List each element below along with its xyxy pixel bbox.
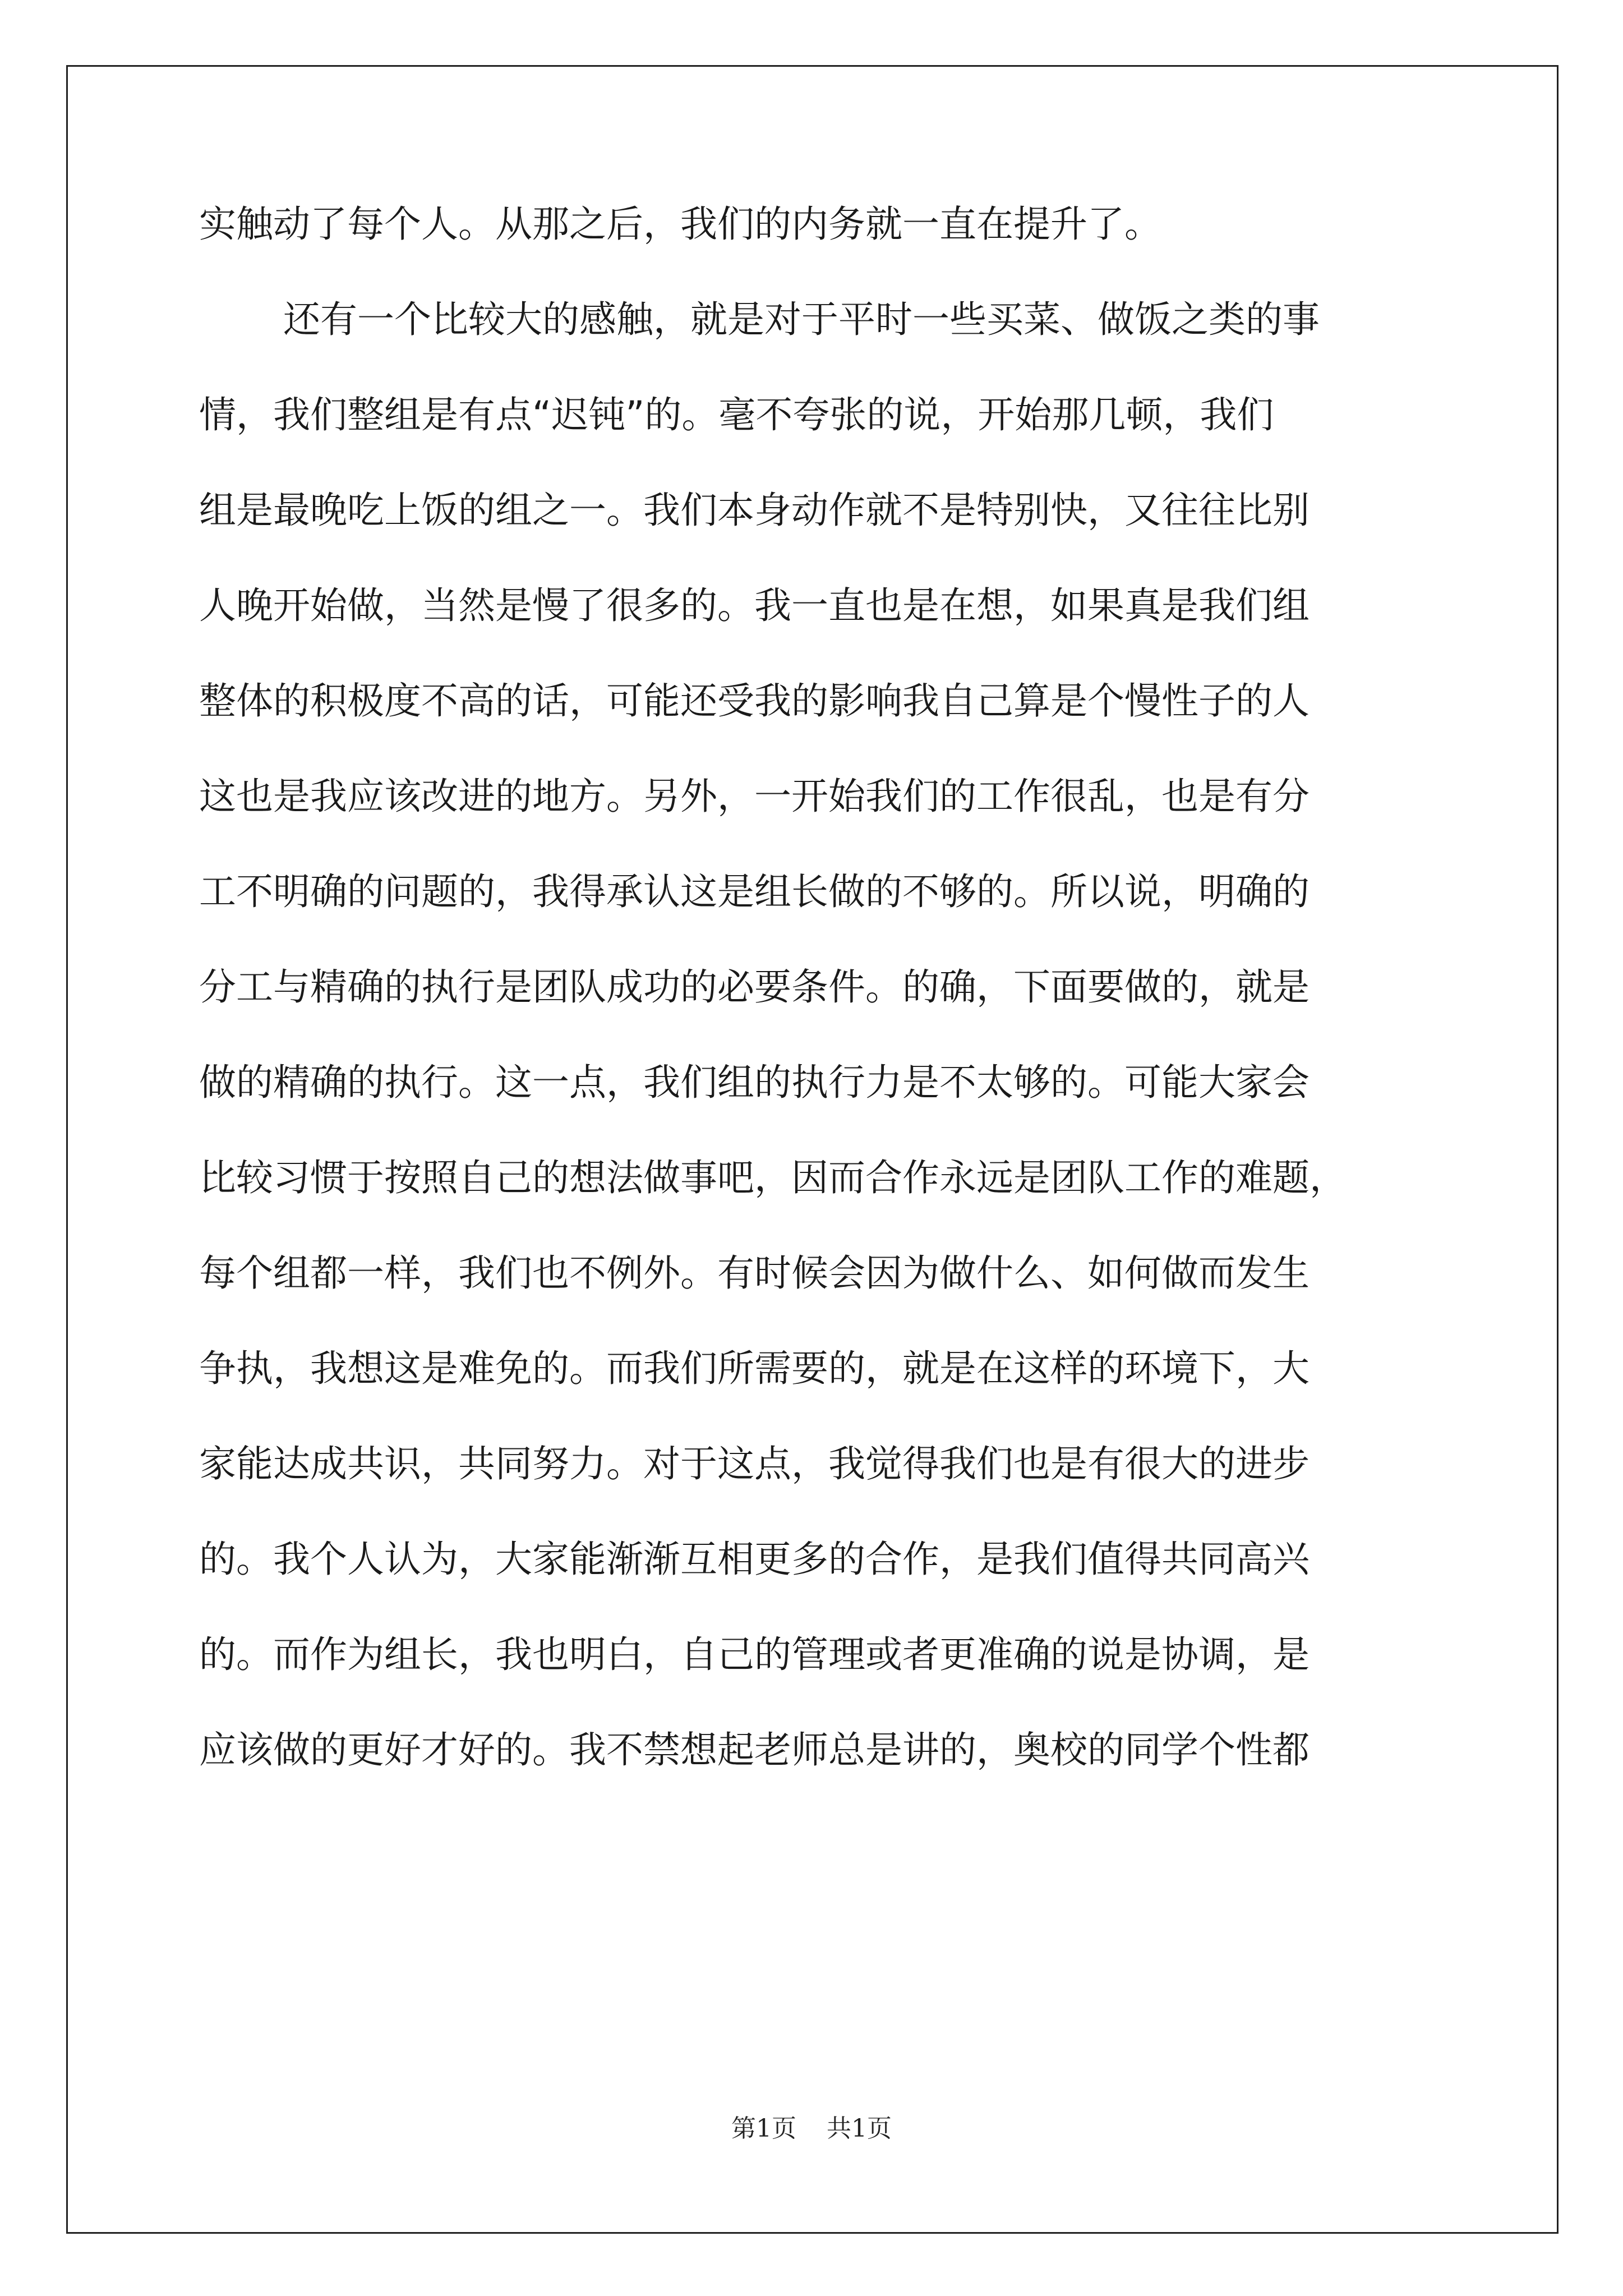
text-line: 家能达成共识，共同努力。对于这点，我觉得我们也是有很大的进步 [199,1442,1310,1485]
page-total: 共1页 [827,2114,892,2143]
text-line: 整体的积极度不高的话，可能还受我的影响我自己算是个慢性子的人 [199,679,1310,723]
text-line: 的。而作为组长，我也明白，自己的管理或者更准确的说是协调，是 [199,1633,1310,1676]
text-line: 人晚开始做，当然是慢了很多的。我一直也是在想，如果真是我们组 [199,584,1310,627]
paragraph-first-line: 还有一个比较大的感触，就是对于平时一些买菜、做饭之类的事 [283,298,1320,341]
text-line: 组是最晚吃上饭的组之一。我们本身动作就不是特别快，又往往比别 [199,489,1310,532]
text-line: 比较习惯于按照自己的想法做事吧，因而合作永远是团队工作的难题， [199,1156,1347,1199]
text-line: 争执，我想这是难免的。而我们所需要的，就是在这样的环境下，大 [199,1347,1310,1390]
text-line: 实触动了每个人。从那之后，我们的内务就一直在提升了。 [199,203,1161,246]
text-line: 工不明确的问题的，我得承认这是组长做的不够的。所以说，明确的 [199,870,1310,913]
page-number: 第1页 [731,2114,796,2143]
text-line: 的。我个人认为，大家能渐渐互相更多的合作，是我们值得共同高兴 [199,1538,1310,1581]
text-line: 情，我们整组是有点“迟钝”的。毫不夸张的说，开始那几顿，我们 [199,393,1274,436]
page-footer [0,2108,1623,2144]
text-line: 应该做的更好才好的。我不禁想起老师总是讲的，奥校的同学个性都 [199,1728,1310,1772]
text-line: 分工与精确的执行是团队成功的必要条件。的确，下面要做的，就是 [199,965,1310,1009]
text-line: 做的精确的执行。这一点，我们组的执行力是不太够的。可能大家会 [199,1061,1310,1104]
text-line: 每个组都一样，我们也不例外。有时候会因为做什么、如何做而发生 [199,1251,1310,1295]
text-line: 这也是我应该改进的地方。另外，一开始我们的工作很乱，也是有分 [199,775,1310,818]
